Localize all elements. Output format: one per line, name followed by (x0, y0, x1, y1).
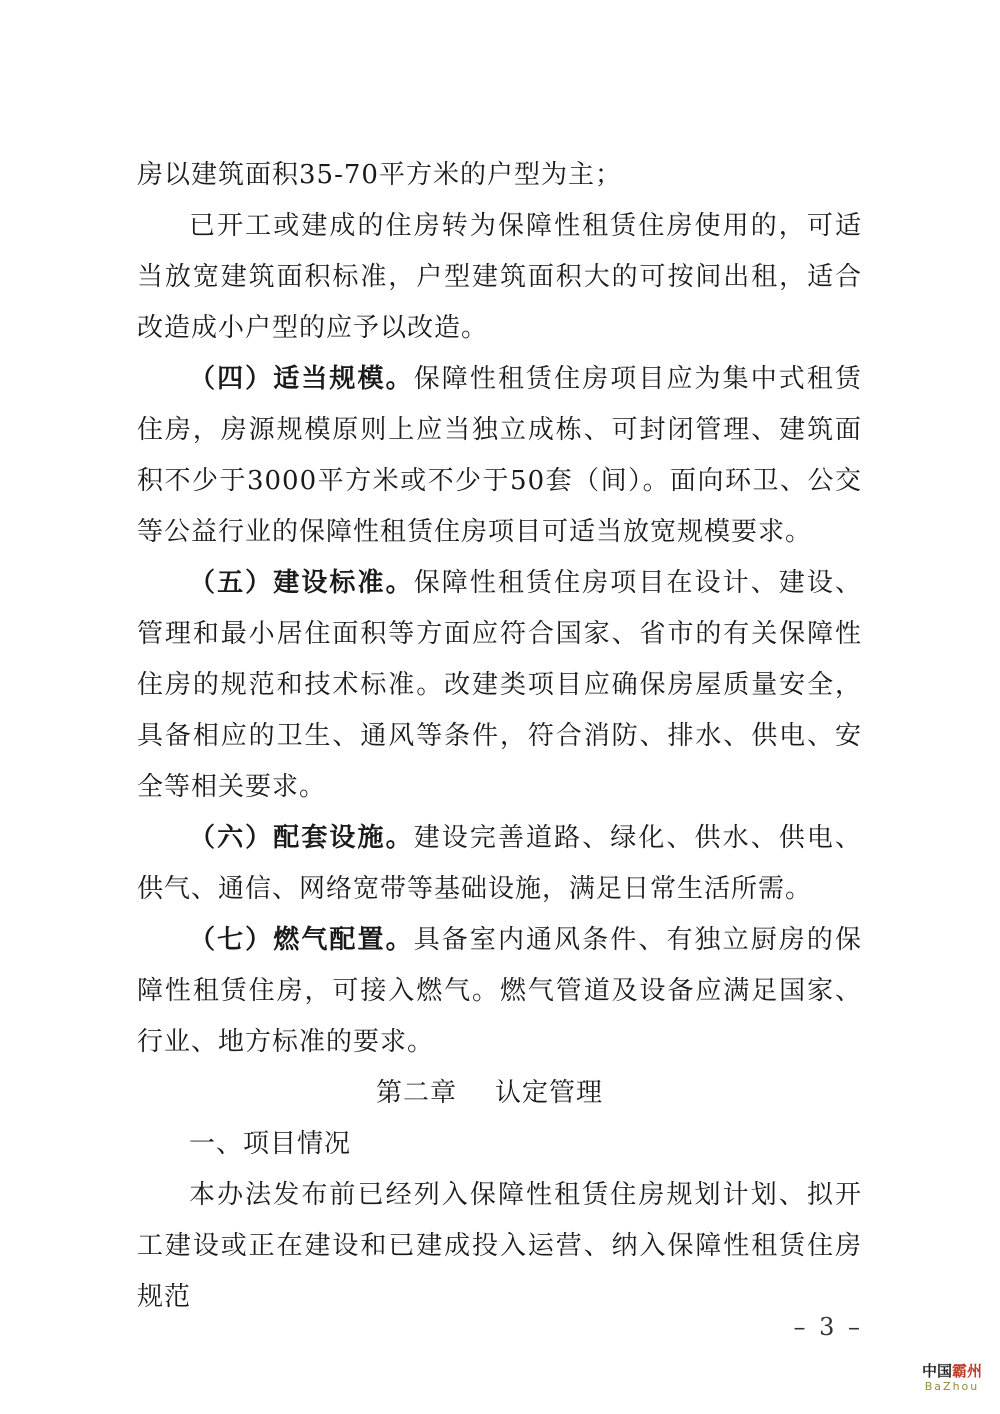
chapter-heading (137, 1068, 862, 1119)
paragraph-lead: （七）燃气配置。 (189, 925, 414, 955)
page-number: – 3 – (793, 1313, 863, 1341)
site-watermark-logo (912, 1362, 992, 1394)
section-heading: 一、项目情况 (189, 1129, 352, 1159)
section-paragraph: 本办法发布前已经列入保障性租赁住房规划计划、拟开工建设或正在建设和已建成投入运营、纳入保障性租赁住房规范 (137, 1180, 862, 1312)
chapter-title: 认定管理 (495, 1078, 604, 1108)
body-text (137, 150, 862, 1323)
paragraph-text: 已开工或建成的住房转为保障性租赁住房使用的，可适当放宽建筑面积标准，户型建筑面积大的可按间出租，适合改造成小户型的应予以改造。 (137, 211, 862, 343)
paragraph-text: 具备室内通风条件、有独立厨房的保障性租赁住房，可接入燃气。燃气管道及设备应满足国家、行业、地方标准的要求。 (137, 925, 862, 1057)
paragraph-lead: （五）建设标准。 (189, 568, 414, 598)
paragraph-appropriate-scale (137, 354, 862, 558)
paragraph-lead: （四）适当规模。 (189, 364, 414, 394)
watermark-subtext: BaZhou (924, 1380, 980, 1393)
chapter-number: 第二章 (375, 1078, 457, 1108)
watermark-text-black: 中国 (921, 1362, 952, 1380)
paragraph-supporting-facilities (137, 813, 862, 915)
paragraph-text: 保障性租赁住房项目在设计、建设、管理和最小居住面积等方面应符合国家、省市的有关保障性住房的规范和技术标准。改建类项目应确保房屋质量安全，具备相应的卫生、通风等条件，符合消防、排水、供电、安全等相关要求。 (137, 568, 862, 802)
paragraph-text: 建设完善道路、绿化、供水、供电、供气、通信、网络宽带等基础设施，满足日常生活所需。 (137, 823, 862, 904)
paragraph-2 (137, 201, 862, 354)
watermark-text-red: 霸州 (952, 1362, 983, 1380)
paragraph-text: 保障性租赁住房项目应为集中式租赁住房，房源规模原则上应当独立成栋、可封闭管理、建筑面积不少于3000平方米或不少于50套（间）。面向环卫、公交等公益行业的保障性租赁住房项目可适当放宽规模要求。 (137, 364, 862, 547)
paragraph-construction-standards (137, 558, 862, 813)
paragraph-gas-configuration (137, 915, 862, 1068)
paragraph-text: 房以建筑面积35-70平方米的户型为主； (137, 160, 622, 190)
paragraph-1 (137, 150, 862, 201)
paragraph-lead: （六）配套设施。 (189, 823, 414, 853)
